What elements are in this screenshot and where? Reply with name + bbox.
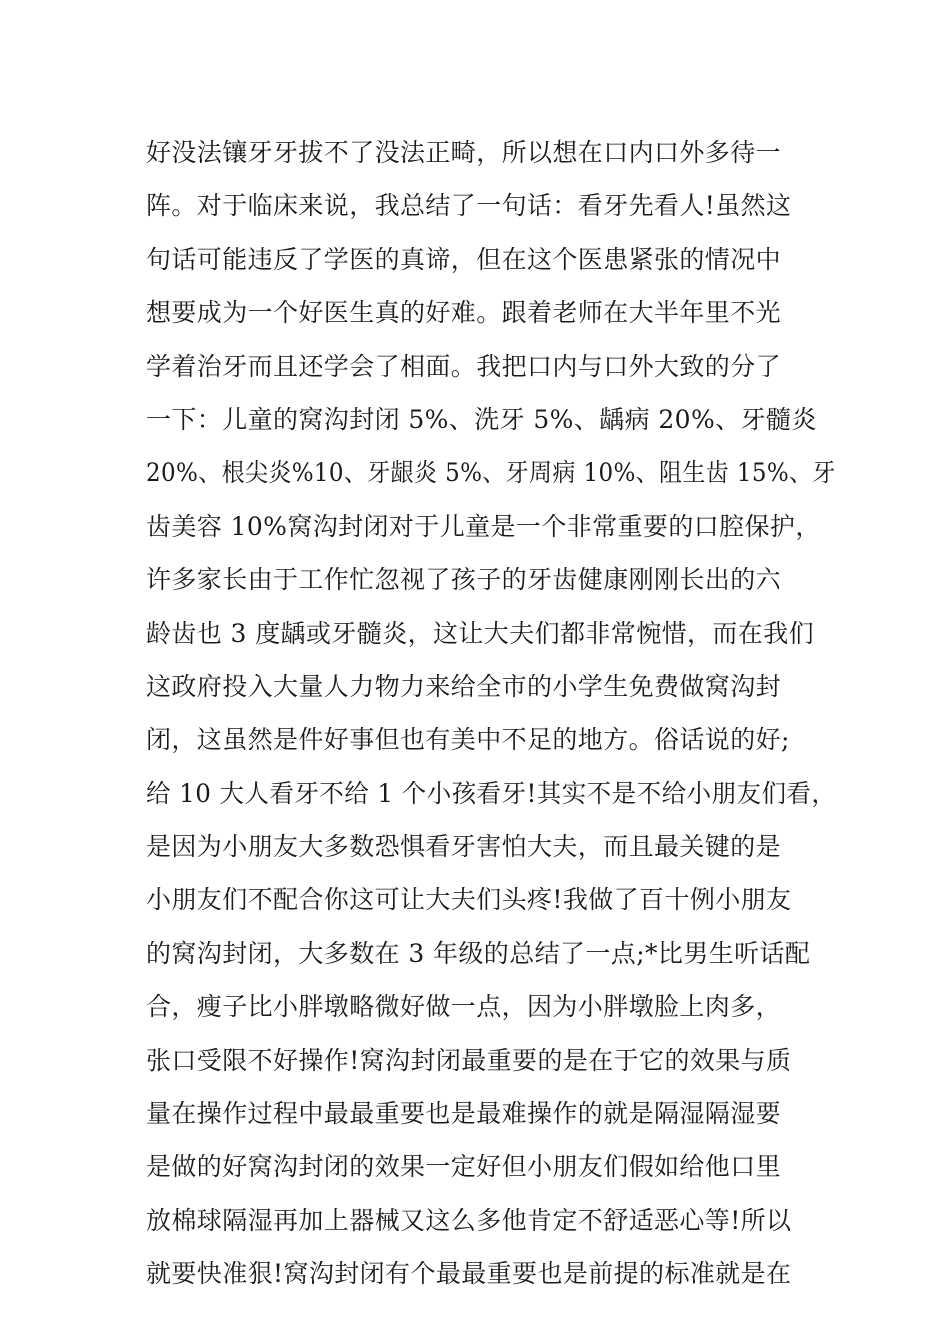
text-line: 这政府投入大量人力物力来给全市的小学生免费做窝沟封 bbox=[146, 671, 782, 701]
text-line: 给 10 大人看牙不给 1 个小孩看牙!其实不是不给小朋友们看， bbox=[146, 778, 837, 808]
text-line: 学着治牙而且还学会了相面。我把口内与口外大致的分了 bbox=[146, 351, 782, 381]
text-line: 许多家长由于工作忙忽视了孩子的牙齿健康刚刚长出的六 bbox=[146, 565, 782, 595]
text-line: 放棉球隔湿再加上器械又这么多他肯定不舒适恶心等!所以 bbox=[146, 1205, 792, 1235]
text-line: 闭，这虽然是件好事但也有美中不足的地方。俗话说的好; bbox=[146, 725, 790, 755]
text-line: 小朋友们不配合你这可让大夫们头疼!我做了百十例小朋友 bbox=[146, 885, 792, 915]
text-line: 量在操作过程中最最重要也是最难操作的就是隔湿隔湿要 bbox=[146, 1099, 782, 1129]
text-line: 是做的好窝沟封闭的效果一定好但小朋友们假如给他口里 bbox=[146, 1152, 782, 1182]
text-line: 一下：儿童的窝沟封闭 5%、洗牙 5%、龋病 20%、牙髓炎 bbox=[146, 404, 817, 434]
text-line: 张口受限不好操作!窝沟封闭最重要的是在于它的效果与质 bbox=[146, 1045, 792, 1075]
text-line: 的窝沟封闭，大多数在 3 年级的总结了一点;*比男生听话配 bbox=[146, 938, 811, 968]
text-line: 合，瘦子比小胖墩略微好做一点，因为小胖墩脸上肉多， bbox=[146, 992, 782, 1022]
text-line: 好没法镶牙牙拔不了没法正畸，所以想在口内口外多待一 bbox=[146, 138, 782, 167]
text-line: 句话可能违反了学医的真谛，但在这个医患紧张的情况中 bbox=[146, 244, 782, 274]
text-line: 就要快准狠!窝沟封闭有个最最重要也是前提的标准就是在 bbox=[146, 1259, 792, 1289]
text-line: 阵。对于临床来说，我总结了一句话：看牙先看人!虽然这 bbox=[146, 191, 792, 221]
body-text bbox=[146, 126, 836, 1301]
text-line: 龄齿也 3 度龋或牙髓炎，这让大夫们都非常惋惜，而在我们 bbox=[146, 618, 815, 648]
text-line: 齿美容 10%窝沟封闭对于儿童是一个非常重要的口腔保护， bbox=[146, 511, 821, 541]
text-line: 想要成为一个好医生真的好难。跟着老师在大半年里不光 bbox=[146, 298, 782, 328]
text-line: 是因为小朋友大多数恐惧看牙害怕大夫，而且最关键的是 bbox=[146, 832, 782, 862]
text-line: 20%、根尖炎%10、牙龈炎 5%、牙周病 10%、阻生齿 15%、牙 bbox=[146, 458, 836, 488]
